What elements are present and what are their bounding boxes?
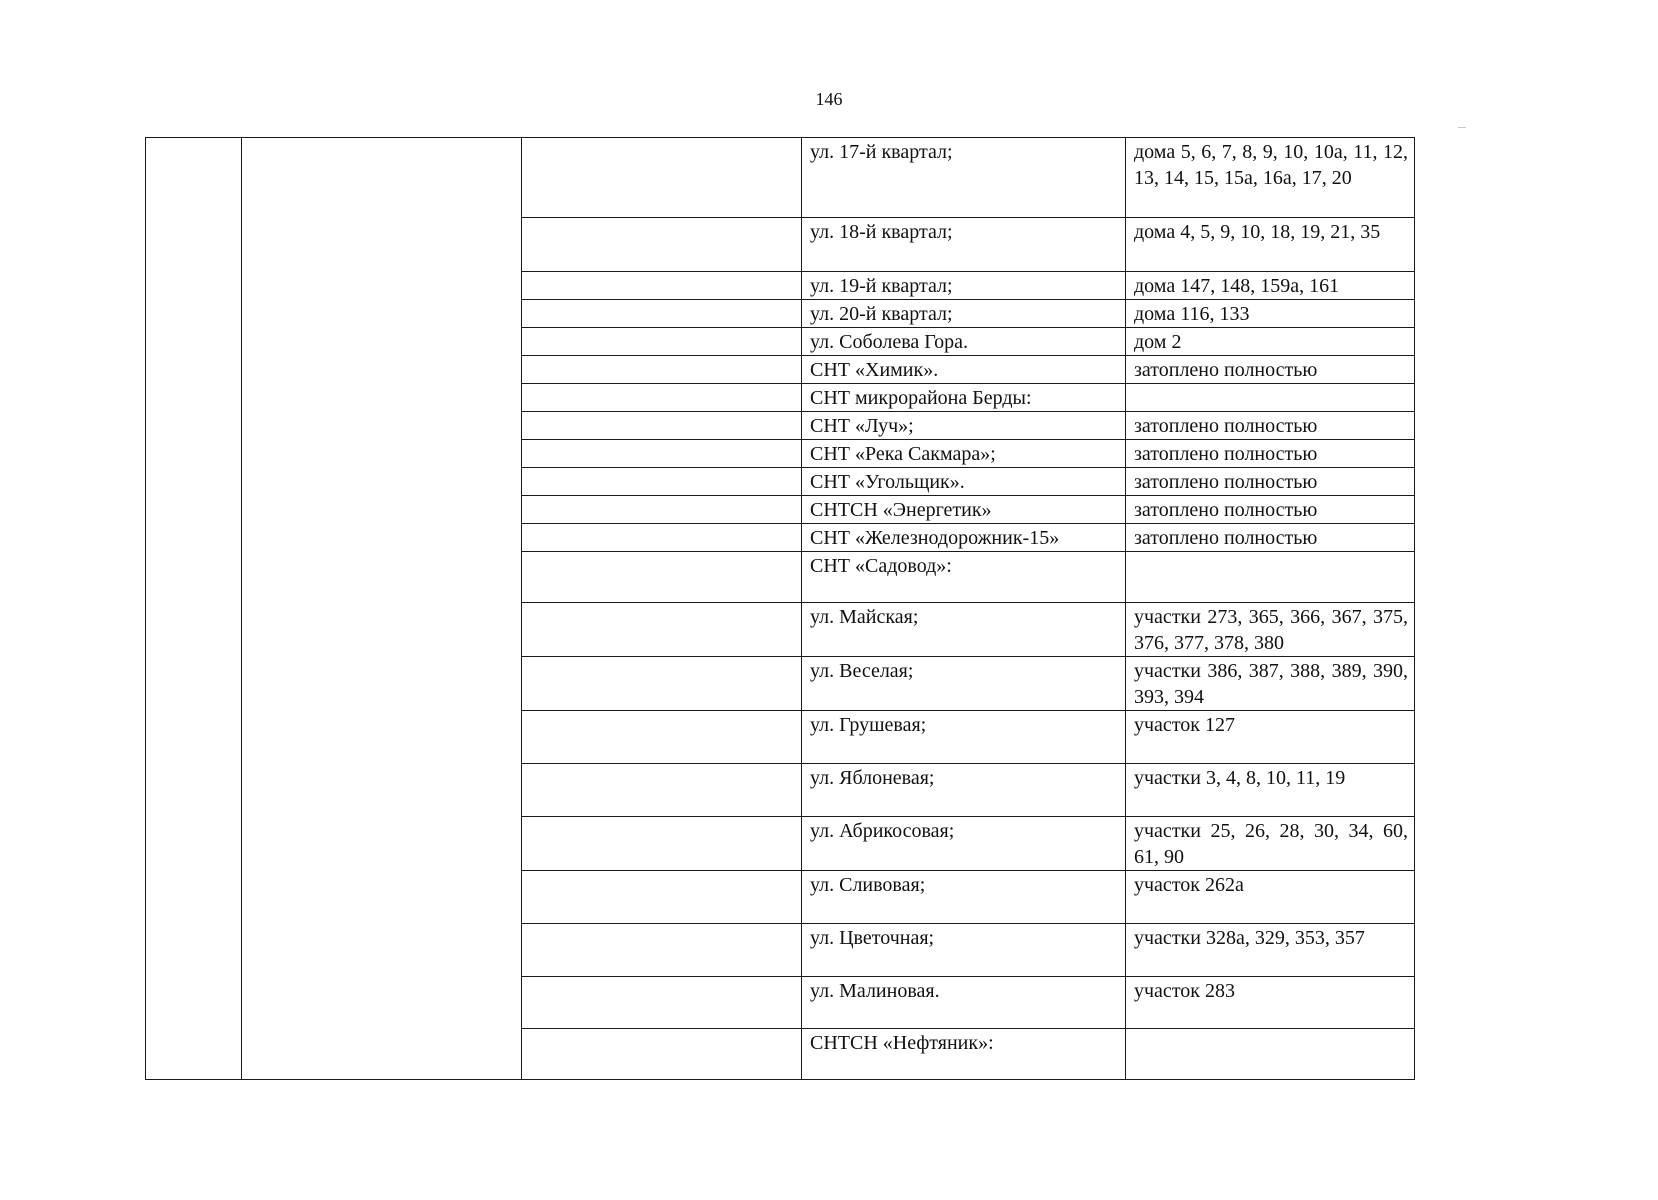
table-row [146, 138, 1415, 218]
details-cell: затоплено полностью [1126, 468, 1415, 496]
empty-cell [522, 384, 802, 412]
details-cell: дома 116, 133 [1126, 300, 1415, 328]
street-cell: ул. Грушевая; [802, 711, 1126, 764]
street-cell: СНТ «Железнодорожник-15» [802, 524, 1126, 552]
street-cell: ул. Абрикосовая; [802, 817, 1126, 871]
empty-cell [522, 711, 802, 764]
street-cell: ул. Майская; [802, 603, 1126, 657]
details-cell: участки 386, 387, 388, 389, 390, 393, 394 [1126, 657, 1415, 711]
street-cell: СНТСН «Энергетик» [802, 496, 1126, 524]
street-cell: СНТ микрорайона Берды: [802, 384, 1126, 412]
empty-cell [522, 657, 802, 711]
details-cell: дом 2 [1126, 328, 1415, 356]
details-cell: участок 127 [1126, 711, 1415, 764]
details-cell: участки 3, 4, 8, 10, 11, 19 [1126, 764, 1415, 817]
empty-cell [522, 552, 802, 603]
details-cell: затоплено полностью [1126, 440, 1415, 468]
empty-cell [522, 138, 802, 218]
details-cell: затоплено полностью [1126, 524, 1415, 552]
street-cell: ул. Цветочная; [802, 924, 1126, 977]
details-cell: затоплено полностью [1126, 412, 1415, 440]
details-cell [1126, 552, 1415, 603]
street-cell: ул. 17-й квартал; [802, 138, 1126, 218]
details-cell: участки 328а, 329, 353, 357 [1126, 924, 1415, 977]
details-cell [1126, 384, 1415, 412]
empty-cell [522, 977, 802, 1029]
details-cell: участки 273, 365, 366, 367, 375, 376, 377, 378, 380 [1126, 603, 1415, 657]
street-cell: СНТ «Химик». [802, 356, 1126, 384]
details-cell [1126, 1029, 1415, 1080]
details-cell: участки 25, 26, 28, 30, 34, 60, 61, 90 [1126, 817, 1415, 871]
details-cell: дома 147, 148, 159а, 161 [1126, 272, 1415, 300]
street-cell: СНТ «Угольщик». [802, 468, 1126, 496]
page-number: 146 [815, 89, 843, 109]
empty-cell [522, 356, 802, 384]
row-number-cell [146, 138, 242, 1080]
details-cell: затоплено полностью [1126, 496, 1415, 524]
details-cell: дома 5, 6, 7, 8, 9, 10, 10а, 11, 12, 13, 14, 15, 15а, 16а, 17, 20 [1126, 138, 1415, 218]
settlement-cell [242, 138, 522, 1080]
street-cell: СНТСН «Нефтяник»: [802, 1029, 1126, 1080]
empty-cell [522, 871, 802, 924]
empty-cell [522, 764, 802, 817]
empty-cell [522, 524, 802, 552]
details-cell: участок 283 [1126, 977, 1415, 1029]
empty-cell [522, 496, 802, 524]
empty-cell [522, 440, 802, 468]
document-table [145, 137, 1415, 1080]
details-cell: затоплено полностью [1126, 356, 1415, 384]
empty-cell [522, 817, 802, 871]
street-cell: ул. Малиновая. [802, 977, 1126, 1029]
street-cell: ул. 20-й квартал; [802, 300, 1126, 328]
table-body [146, 138, 1415, 1080]
street-cell: ул. Яблоневая; [802, 764, 1126, 817]
street-cell: СНТ «Луч»; [802, 412, 1126, 440]
street-cell: ул. Сливовая; [802, 871, 1126, 924]
empty-cell [522, 1029, 802, 1080]
empty-cell [522, 328, 802, 356]
empty-cell [522, 272, 802, 300]
details-cell: участок 262а [1126, 871, 1415, 924]
empty-cell [522, 924, 802, 977]
street-cell: ул. 19-й квартал; [802, 272, 1126, 300]
street-cell: ул. 18-й квартал; [802, 218, 1126, 272]
street-cell: ул. Соболева Гора. [802, 328, 1126, 356]
street-cell: ул. Веселая; [802, 657, 1126, 711]
empty-cell [522, 412, 802, 440]
details-cell: дома 4, 5, 9, 10, 18, 19, 21, 35 [1126, 218, 1415, 272]
empty-cell [522, 300, 802, 328]
empty-cell [522, 218, 802, 272]
street-cell: СНТ «Река Сакмара»; [802, 440, 1126, 468]
empty-cell [522, 468, 802, 496]
empty-cell [522, 603, 802, 657]
street-cell: СНТ «Садовод»: [802, 552, 1126, 603]
scan-mark [1458, 127, 1466, 128]
